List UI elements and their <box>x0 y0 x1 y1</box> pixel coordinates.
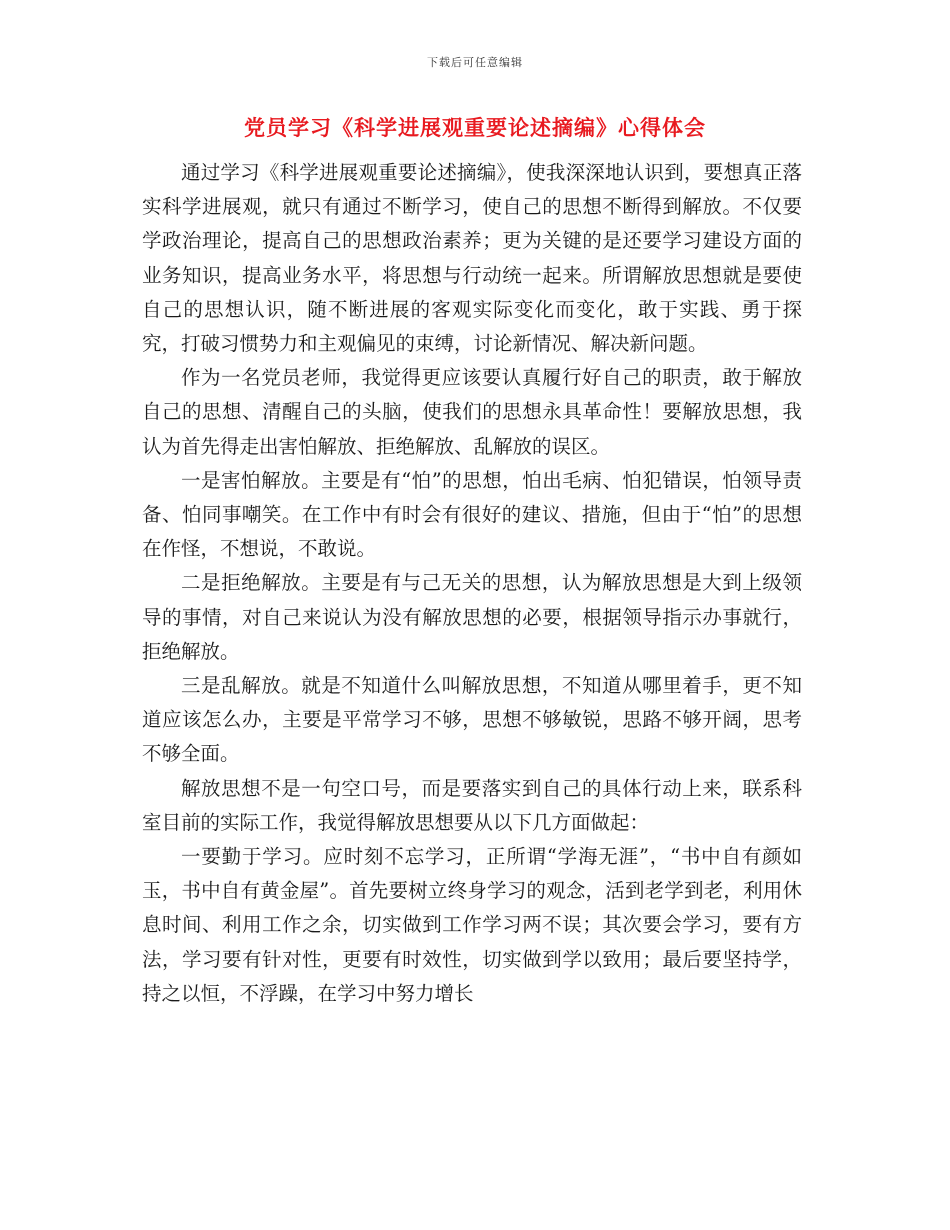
header-note: 下载后可任意编辑 <box>427 56 523 69</box>
document-title: 党员学习《科学进展观重要论述摘编》心得体会 <box>244 116 706 140</box>
paragraph-4: 二是拒绝解放。主要是有与己无关的思想，认为解放思想是大到上级领导的事情，对自己来说认为没有解放思想的必要，根据领导指示办事就行，拒绝解放。 <box>142 571 802 663</box>
paragraph-7: 一要勤于学习。应时刻不忘学习，正所谓“学海无涯”，“书中自有颜如玉，书中自有黄金屋”。首先要树立终身学习的观念，活到老学到老，利用休息时间、利用工作之余，切实做到工作学习两不误；其次要会学习，要有方法，学习要有针对性，更要有时效性，切实做到学以致用；最后要坚持学，持之以恒，不浮躁，在学习中努力增长 <box>142 845 802 1005</box>
paragraph-2: 作为一名党员老师，我觉得更应该要认真履行好自己的职责，敢于解放自己的思想、清醒自己的头脑，使我们的思想永具革命性！要解放思想，我认为首先得走出害怕解放、拒绝解放、乱解放的误区。 <box>142 366 802 458</box>
paragraph-5: 三是乱解放。就是不知道什么叫解放思想，不知道从哪里着手，更不知道应该怎么办，主要是平常学习不够，思想不够敏锐，思路不够开阔，思考不够全面。 <box>142 674 802 766</box>
paragraph-6: 解放思想不是一句空口号，而是要落实到自己的具体行动上来，联系科室目前的实际工作，我觉得解放思想要从以下几方面做起： <box>142 776 802 834</box>
paragraph-3: 一是害怕解放。主要是有“怕”的思想，怕出毛病、怕犯错误，怕领导责备、怕同事嘲笑。在工作中有时会有很好的建议、措施，但由于“怕”的思想在作怪，不想说，不敢说。 <box>142 468 802 561</box>
paragraph-1: 通过学习《科学进展观重要论述摘编》，使我深深地认识到，要想真正落实科学进展观，就只有通过不断学习，使自己的思想不断得到解放。不仅要学政治理论，提高自己的思想政治素养；更为关键的是还要学习建设方面的业务知识，提高业务水平，将思想与行动统一起来。所谓解放思想就是要使自己的思想认识，随不断进展的客观实际变化而变化，敢于实践、勇于探究，打破习惯势力和主观偏见的束缚，讨论新情况、解决新问题。 <box>142 161 802 356</box>
document-body <box>142 156 802 1011</box>
